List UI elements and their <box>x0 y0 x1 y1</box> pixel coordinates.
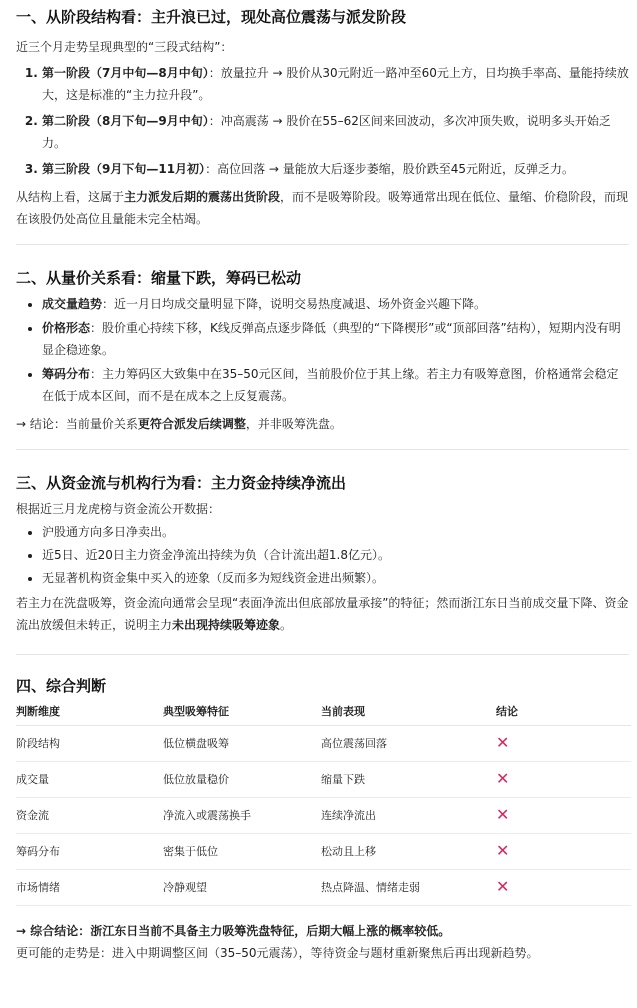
list-item: • 沪股通方向多日净卖出。 <box>42 521 629 543</box>
cell-typical: 密集于低位 <box>163 834 321 870</box>
cell-dimension: 筹码分布 <box>16 834 163 870</box>
judgement-table <box>16 699 631 906</box>
cell-verdict <box>496 834 631 870</box>
list-item <box>42 317 629 361</box>
summary-text: 从结构上看，这属于 <box>16 190 125 204</box>
cell-dimension: 阶段结构 <box>16 726 163 762</box>
item-text: ：主力筹码区大致集中在35–50元区间，当前股价位于其上缘。若主力有吸筹意图，价格通常会稳定在低于成本区间，而不是在成本之上反复震荡。 <box>42 367 619 403</box>
stage-list <box>16 62 629 180</box>
summary-text: 。 <box>280 618 293 632</box>
cross-mark-icon: ✕ <box>496 768 510 788</box>
cross-mark-icon: ✕ <box>496 804 510 824</box>
cell-verdict <box>496 762 631 798</box>
cell-dimension: 市场情绪 <box>16 870 163 906</box>
final-conclusion-emphasis: → 综合结论：浙江东日当前不具备主力吸筹洗盘特征，后期大幅上涨的概率较低。 <box>16 924 451 938</box>
section-overall-judgement <box>16 655 629 964</box>
cell-typical: 低位横盘吸筹 <box>163 726 321 762</box>
summary-text: 若主力在洗盘吸筹，资金流向通常会呈现“表面净流出但底部放量承接”的特征；然而浙江东日当前成交量下降、资金流出放缓但未转正，说明主力 <box>16 596 629 632</box>
section-summary <box>16 186 629 230</box>
cell-typical: 低位放量稳价 <box>163 762 321 798</box>
conclusion-text: ，并非吸筹洗盘。 <box>245 417 342 431</box>
cell-current: 松动且上移 <box>321 834 496 870</box>
cross-mark-icon: ✕ <box>496 876 510 896</box>
column-header: 结论 <box>496 699 631 726</box>
section-intro: 近三个月走势呈现典型的“三段式结构”： <box>16 40 233 54</box>
final-outlook: 更可能的走势是：进入中期调整区间（35–50元震荡），等待资金与题材重新聚焦后再出现新趋势。 <box>16 946 539 960</box>
cell-dimension: 资金流 <box>16 798 163 834</box>
cell-verdict <box>496 798 631 834</box>
cell-verdict <box>496 870 631 906</box>
section-heading: 三、从资金流与机构行为看：主力资金持续净流出 <box>16 474 347 492</box>
cell-verdict <box>496 726 631 762</box>
column-header: 判断维度 <box>16 699 163 726</box>
section-capital-flow <box>16 450 629 636</box>
section-intro: 根据近三月龙虎榜与资金流公开数据： <box>16 502 221 516</box>
conclusion-emphasis: 更符合派发后续调整 <box>137 417 246 431</box>
table-row <box>16 870 631 906</box>
item-label: 第三阶段（9月下旬—11月初） <box>42 162 206 176</box>
list-item <box>42 62 629 106</box>
item-text: ：股价重心持续下移，K线反弹高点逐步降低（典型的“下降楔形”或“顶部回落”结构），短期内没有明显企稳迹象。 <box>42 321 621 357</box>
table-row <box>16 762 631 798</box>
list-item: • 近5日、近20日主力资金净流出持续为负（合计流出超1.8亿元）。 <box>42 544 629 566</box>
cell-current: 高位震荡回落 <box>321 726 496 762</box>
cell-current: 热点降温、情绪走弱 <box>321 870 496 906</box>
table-header-row <box>16 699 631 726</box>
cell-current: 连续净流出 <box>321 798 496 834</box>
column-header: 当前表现 <box>321 699 496 726</box>
conclusion-text: → 结论：当前量价关系 <box>16 417 138 431</box>
item-label: 第一阶段（7月中旬—8月中旬） <box>42 66 209 80</box>
table-row <box>16 798 631 834</box>
section-heading: 一、从阶段结构看：主升浪已过，现处高位震荡与派发阶段 <box>16 8 407 26</box>
section-heading: 四、综合判断 <box>16 677 107 695</box>
item-text: ：冲高震荡 → 股价在55–62区间来回波动，多次冲顶失败，说明多头开始乏力。 <box>42 114 611 150</box>
summary-text: ，而不是吸筹阶段。吸筹通常出现在低位、量缩、价稳阶段，而现在该股仍处高位且量能未完全枯竭。 <box>16 190 629 226</box>
capital-flow-list <box>16 521 629 589</box>
section-summary <box>16 592 629 636</box>
item-label: 价格形态 <box>42 321 91 335</box>
item-text: ：近一月日均成交量明显下降，说明交易热度减退、场外资金兴趣下降。 <box>102 297 487 311</box>
item-label: 成交量趋势 <box>42 297 103 311</box>
list-item <box>42 293 629 315</box>
item-text: ：高位回落 → 量能放大后逐步萎缩，股价跌至45元附近，反弹乏力。 <box>205 162 575 176</box>
cross-mark-icon: ✕ <box>496 840 510 860</box>
list-item <box>42 363 629 407</box>
cell-typical: 冷静观望 <box>163 870 321 906</box>
cross-mark-icon: ✕ <box>496 732 510 752</box>
item-label: 第二阶段（8月下旬—9月中旬） <box>42 114 209 128</box>
list-item: • 无显著机构资金集中买入的迹象（反而多为短线资金进出频繁）。 <box>42 567 629 589</box>
item-text: ：放量拉升 → 股价从30元附近一路冲至60元上方，日均换手率高、量能持续放大，这是标准的“主力拉升段”。 <box>42 66 629 102</box>
item-label: 筹码分布 <box>42 367 91 381</box>
summary-emphasis: 未出现持续吸筹迹象 <box>172 618 281 632</box>
table-row <box>16 834 631 870</box>
cell-current: 缩量下跌 <box>321 762 496 798</box>
summary-emphasis: 主力派发后期的震荡出货阶段 <box>124 190 281 204</box>
table-row <box>16 726 631 762</box>
list-item <box>42 158 629 180</box>
section-volume-price <box>16 245 629 435</box>
list-item <box>42 110 629 154</box>
cell-dimension: 成交量 <box>16 762 163 798</box>
column-header: 典型吸筹特征 <box>163 699 321 726</box>
section-conclusion <box>16 413 629 435</box>
section-heading: 二、从量价关系看：缩量下跌，筹码已松动 <box>16 269 302 287</box>
cell-typical: 净流入或震荡换手 <box>163 798 321 834</box>
section-stage-structure <box>16 0 629 230</box>
final-conclusion <box>16 920 629 942</box>
volume-price-list <box>16 293 629 407</box>
